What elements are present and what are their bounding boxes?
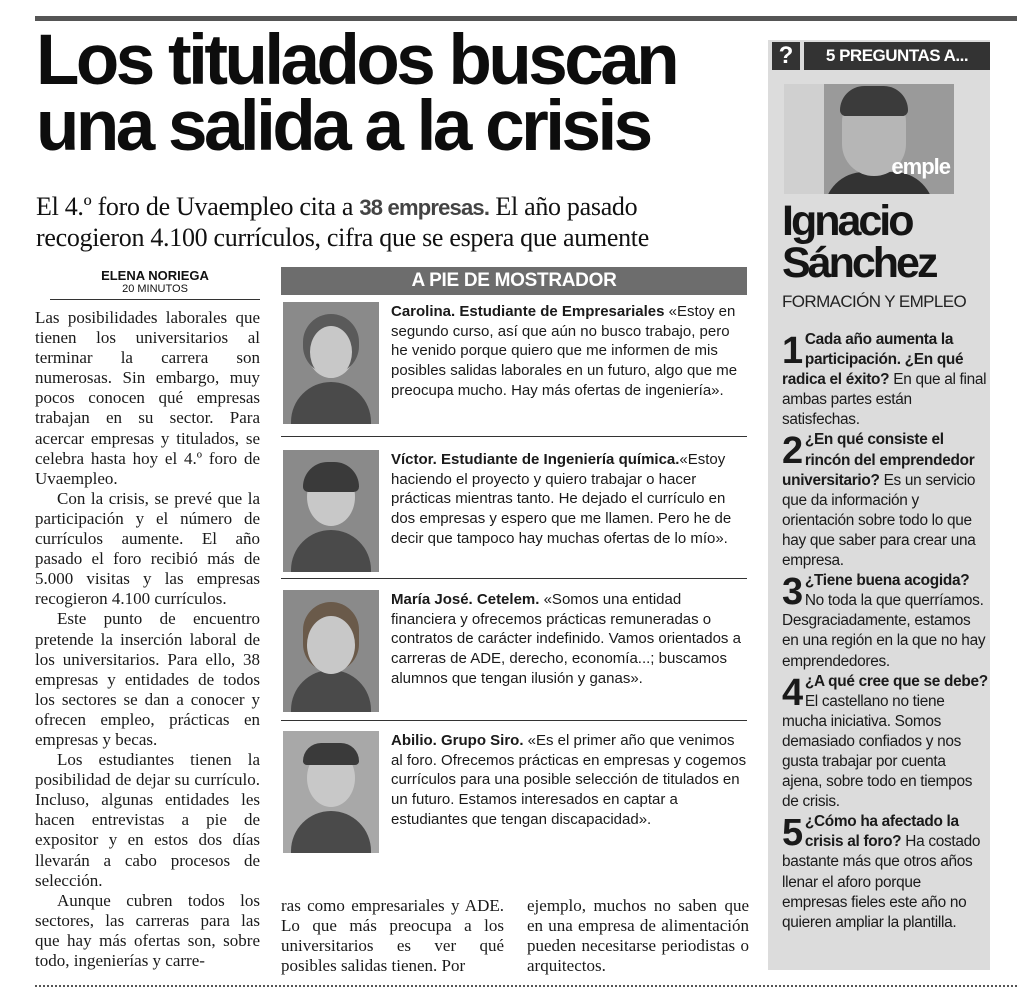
qa-item — [782, 330, 988, 430]
qa-number: 3 — [782, 571, 803, 614]
quote-text — [391, 302, 747, 401]
byline — [50, 268, 260, 300]
qa-number: 2 — [782, 430, 803, 473]
body-paragraph: Aunque cubren todos los sectores, las carreras para las que hay más ofertas son, sobre todo, ingenierías y carre- — [35, 890, 260, 970]
qa-answer: Es un servicio que da información y orientación sobre todo lo que hay que saber para crear una empresa. — [782, 471, 976, 570]
body-column-1 — [35, 308, 260, 971]
body-paragraph: Las posibilidades laborales que tienen los universitarios al terminar la carrera son numerosas. Sin embargo, muy pocos conocen qué empresas trabajan en su sector. Para acercar empresas y titulados, se celebra hasta hoy el 4.º foro de Uvaempleo. — [35, 308, 260, 488]
deck-highlight: 38 empresas. — [359, 195, 490, 220]
qa-question: Cada año aumenta la participación. ¿En qué radica el éxito? — [782, 331, 964, 389]
quote-role: Grupo Siro. — [441, 732, 524, 749]
qa-item — [782, 430, 988, 571]
body-paragraph: ras como empresariales y ADE. Lo que más preocupa a los universitarios es ver qué posibles salidas tienen. Por — [281, 896, 504, 976]
qa-question: ¿Tiene buena acogida? — [804, 572, 970, 590]
deck-text-end: El año pasado recogieron 4.100 currículos, cifra que se espera que aumente — [36, 192, 649, 252]
body-paragraph: Con la crisis, se prevé que la participación y el número de currículos aumente. El año pasado el foro recibió más de 5.000 visitas y las empresas recogieron 4.100 currículos. — [35, 488, 260, 609]
body-column-2 — [281, 896, 504, 976]
qa-item — [782, 672, 988, 813]
quote-item — [281, 590, 747, 721]
interviewee-photo — [784, 84, 954, 194]
quote-role: Estudiante de Empresariales — [459, 303, 665, 320]
quote-body: «Estoy en segundo curso, así que aún no busco trabajo, pero he venido porque quiero que me informen de mis posibles salidas laborales en un futuro, algo que me preocupa mucho. Hay más ofertas de ingeniería». — [391, 303, 738, 399]
person-photo — [283, 302, 379, 424]
quote-name: Carolina. — [391, 303, 456, 320]
quote-body: «Somos una entidad financiera y ofrecemos prácticas remuneradas o contratos de carácter indefinido. Vamos orientados a carreras de ADE, derecho, economía...; buscamos alumnos que tengan ilusión y ganas». — [391, 591, 741, 687]
interviewee-name: Ignacio Sánchez — [782, 197, 936, 287]
quote-role: Estudiante de Ingeniería química. — [441, 451, 680, 468]
qa-item — [782, 571, 988, 671]
interview-qa — [782, 330, 988, 933]
quote-item — [281, 731, 747, 867]
deck-text-start: El 4.º foro de Uvaempleo cita a — [36, 192, 360, 221]
deck — [36, 192, 736, 253]
headline: Los titulados buscan una salida a la crisis — [36, 21, 677, 166]
sidebar-title: A PIE DE MOSTRADOR — [281, 267, 747, 295]
qa-question: ¿A qué cree que se debe? — [804, 672, 988, 690]
bottom-rule — [35, 985, 1017, 987]
qa-answer: El castellano no tiene mucha iniciativa. Somos demasiado confiados y nos gusta trabajar por cuenta ajena, sobre todo en tiempos de crisis. — [782, 692, 973, 811]
qa-answer: Ha costado bastante más que otros años llenar el aforo porque empresas fieles este año no quieren ampliar la plantilla. — [782, 833, 981, 931]
quote-name: María José. — [391, 591, 473, 608]
byline-author: ELENA NORIEGA — [101, 268, 209, 283]
interview-tab-label: 5 PREGUNTAS A... — [804, 42, 990, 70]
quote-body: «Es el primer año que venimos al foro. Ofrecemos prácticas en empresas y cogemos currículos para una posible selección de titulados en un futuro. Estamos interesados en captar a estudiantes que tengan discapacidad». — [391, 732, 747, 828]
qa-number: 5 — [782, 812, 803, 855]
body-column-3 — [527, 896, 749, 976]
qa-number: 1 — [782, 330, 803, 372]
qa-question: ¿En qué consiste el rincón del emprendedor universitario? — [782, 431, 975, 489]
quote-name: Víctor. — [391, 451, 437, 468]
qa-number: 4 — [782, 671, 803, 714]
interviewee-subtitle: FORMACIÓN Y EMPLEO — [782, 292, 967, 311]
quote-text — [391, 731, 747, 830]
qa-question: ¿Cómo ha afectado la crisis al foro? — [804, 813, 959, 851]
quote-item — [281, 302, 747, 437]
quote-item — [281, 450, 747, 579]
photo-brand-text: emple — [891, 154, 950, 179]
quote-text — [391, 590, 747, 689]
person-photo — [283, 590, 379, 712]
qa-answer: En que al final ambas partes están satisfechas. — [782, 371, 987, 429]
body-paragraph: Este punto de encuentro pretende la inserción laboral de los universitarios. Para ello, 38 empresas y entidades de todos los sectores se dan a conocer y ofrecen empleo, prácticas en empresas y becas. — [35, 609, 260, 749]
qa-item — [782, 812, 988, 933]
person-photo — [283, 450, 379, 572]
qa-answer: No toda la que querríamos. Desgraciadamente, estamos en una región en la que no hay emprendedores. — [782, 592, 986, 670]
question-mark-icon: ? — [772, 42, 800, 70]
body-paragraph: Los estudiantes tienen la posibilidad de dejar su currículo. Incluso, algunas entidades les hacen entrevistas a pie de expositor y en estos dos días llevarán a cabo procesos de selección. — [35, 750, 260, 890]
person-photo — [283, 731, 379, 853]
quote-body: «Estoy haciendo el proyecto y quiero trabajar o hacer prácticas mientras tanto. He dejado el currículo en dos empresas y espero que me llamen. Pero he de decir que tampoco hay muchas ofertas de lo mío». — [391, 451, 732, 547]
byline-outlet: 20 MINUTOS — [50, 283, 260, 300]
body-paragraph: ejemplo, muchos no saben que en una empresa de alimentación pueden necesitarse periodistas o arquitectos. — [527, 896, 749, 976]
quote-text — [391, 450, 747, 549]
quote-name: Abilio. — [391, 732, 437, 749]
quote-role: Cetelem. — [476, 591, 540, 608]
